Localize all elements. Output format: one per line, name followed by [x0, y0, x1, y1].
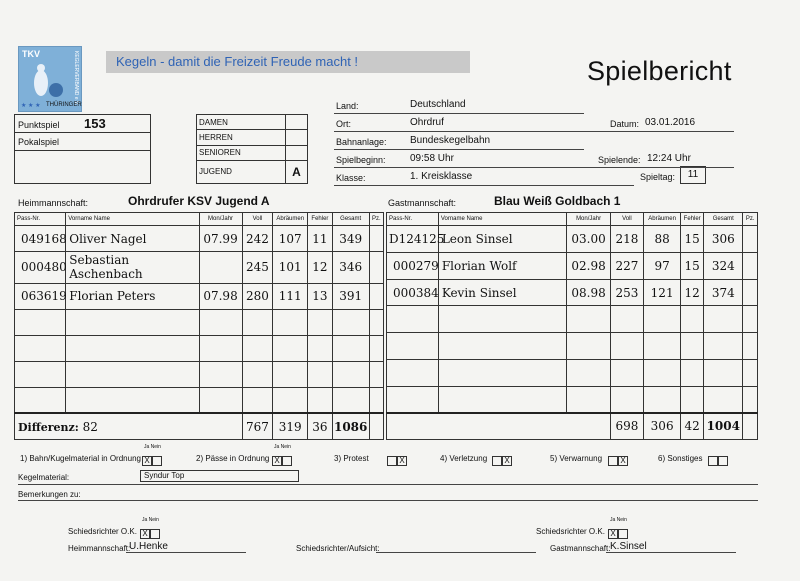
cell-name: Florian Wolf — [438, 253, 567, 280]
cell-gesamt: 349 — [332, 226, 369, 252]
heim-label: Heimmannschaft: — [18, 198, 89, 208]
logo-stars: ★ ★ ★ — [21, 103, 41, 109]
table-row — [15, 283, 384, 309]
check-verwarnung-mark: X — [618, 456, 628, 466]
col-gesamt: Gesamt — [704, 213, 743, 226]
home-total-abr: 319 — [273, 413, 308, 439]
check-protest-label: 3) Protest — [334, 454, 369, 463]
land-value: Deutschland — [410, 99, 466, 110]
class-senioren: SENIOREN — [197, 145, 286, 160]
gast-sign-label: Gastmannschaft: — [550, 544, 611, 553]
kegelmaterial-field[interactable]: Syndur Top — [140, 470, 299, 482]
spielbeginn-value: 09:58 Uhr — [410, 153, 454, 164]
cell-name: Florian Peters — [66, 283, 199, 309]
check-verletzung-label: 4) Verletzung — [440, 454, 488, 463]
ort-value: Ohrdruf — [410, 117, 444, 128]
datum-label: Datum: — [610, 119, 640, 129]
schiri-ok-right-label: Schiedsrichter O.K. — [536, 527, 605, 536]
check-bahn-mark: X — [142, 456, 152, 466]
check-bahn-janein: Ja Nein — [144, 444, 161, 450]
home-total-fehler: 36 — [308, 413, 333, 439]
col-date: Mon/Jahr — [199, 213, 242, 226]
cell-pass: 000384 — [387, 279, 439, 306]
guest-total-row — [387, 413, 758, 440]
gast-team: Blau Weiß Goldbach 1 — [494, 194, 621, 208]
guest-total-voll: 698 — [610, 413, 643, 440]
schiri-aufsicht-label: Schiedsrichter/Aufsicht: — [296, 544, 380, 553]
check-paesse-mark: X — [272, 456, 282, 466]
check-paesse-janein: Ja Nein — [274, 444, 291, 450]
cell-gesamt: 324 — [704, 253, 743, 280]
cell-gesamt: 374 — [704, 279, 743, 306]
logo-org: TKV — [22, 49, 40, 59]
check-bahn[interactable] — [142, 452, 162, 470]
ort-label: Ort: — [336, 119, 351, 129]
cell-gesamt: 346 — [332, 252, 369, 283]
home-table — [14, 212, 384, 440]
check-sonstiges[interactable] — [708, 452, 728, 470]
class-herren: HERREN — [197, 130, 286, 145]
guest-table — [386, 212, 758, 440]
cell-date: 02.98 — [567, 253, 611, 280]
spieltag-label: Spieltag: — [640, 172, 676, 182]
cell-voll: 253 — [610, 279, 643, 306]
logo-region: THÜRINGER — [46, 102, 82, 108]
cell-gesamt: 391 — [332, 283, 369, 309]
land-label: Land: — [336, 101, 359, 111]
cell-voll: 242 — [242, 226, 273, 252]
col-abr: Abräumen — [273, 213, 308, 226]
cell-name: Sebastian Aschenbach — [66, 252, 199, 283]
cell-abr: 88 — [643, 226, 680, 253]
cell-pass: D124125 — [387, 226, 439, 253]
col-gesamt: Gesamt — [332, 213, 369, 226]
check-sonstiges-label: 6) Sonstiges — [658, 454, 703, 463]
class-box — [196, 114, 308, 184]
table-row — [15, 226, 384, 252]
check-verwarnung[interactable] — [608, 452, 628, 470]
check-bahn-label: 1) Bahn/Kugelmaterial in Ordnung — [20, 454, 141, 463]
col-fehler: Fehler — [681, 213, 704, 226]
cell-name: Oliver Nagel — [66, 226, 199, 252]
punktspiel-label: Punktspiel — [18, 120, 60, 130]
cell-pass: 063619 — [15, 283, 66, 309]
heim-signature: U.Henke — [129, 541, 168, 552]
cell-voll: 227 — [610, 253, 643, 280]
heim-team: Ohrdrufer KSV Jugend A — [128, 194, 270, 208]
col-date: Mon/Jahr — [567, 213, 611, 226]
home-total-row — [15, 413, 384, 439]
class-jugend: JUGEND — [197, 160, 286, 183]
diff-value: 82 — [82, 419, 98, 434]
col-name: Vorname Name — [66, 213, 199, 226]
banner-slogan: Kegeln - damit die Freizeit Freude macht ! — [106, 51, 470, 73]
datum-value: 03.01.2016 — [645, 117, 696, 128]
cell-date — [199, 252, 242, 283]
cell-date: 07.99 — [199, 226, 242, 252]
check-verletzung[interactable] — [492, 452, 512, 470]
spielbeginn-label: Spielbeginn: — [336, 155, 386, 165]
cell-date: 08.98 — [567, 279, 611, 306]
schiri-ok-right-mark: X — [608, 529, 618, 539]
col-abr: Abräumen — [643, 213, 680, 226]
guest-header-row — [387, 213, 758, 226]
col-pass: Pass-Nr. — [387, 213, 439, 226]
col-fehler: Fehler — [308, 213, 333, 226]
heim-sign-label: Heimmannschaft: — [68, 544, 131, 553]
schiri-ok-left-mark: X — [140, 529, 150, 539]
check-verwarnung-label: 5) Verwarnung — [550, 454, 603, 463]
class-senioren-value — [286, 145, 308, 160]
cell-abr: 121 — [643, 279, 680, 306]
cell-pass: 000480 — [15, 252, 66, 283]
cell-fehler: 15 — [681, 226, 704, 253]
cell-fehler: 11 — [308, 226, 333, 252]
cell-name: Kevin Sinsel — [438, 279, 567, 306]
cell-pass: 000279 — [387, 253, 439, 280]
table-row — [387, 253, 758, 280]
diff-label: Differenz: — [18, 420, 79, 434]
class-herren-value — [286, 130, 308, 145]
cell-abr: 107 — [273, 226, 308, 252]
cell-date: 07.98 — [199, 283, 242, 309]
game-type-box — [14, 114, 151, 184]
logo-sub: KEGLERVERBAND e.V. — [73, 51, 79, 106]
cell-name: Leon Sinsel — [438, 226, 567, 253]
cell-pass: 049168 — [15, 226, 66, 252]
check-protest[interactable] — [387, 452, 407, 470]
schiri-ok-left-janein: Ja Nein — [142, 517, 159, 523]
table-row — [387, 226, 758, 253]
col-name: Vorname Name — [438, 213, 567, 226]
bahnanlage-value: Bundeskegelbahn — [410, 135, 491, 146]
gast-label: Gastmannschaft: — [388, 198, 457, 208]
class-damen: DAMEN — [197, 115, 286, 130]
klasse-value: 1. Kreisklasse — [410, 171, 473, 182]
cell-fehler: 15 — [681, 253, 704, 280]
cell-date: 03.00 — [567, 226, 611, 253]
punktspiel-value: 153 — [84, 116, 106, 131]
cell-voll: 280 — [242, 283, 273, 309]
home-total-voll: 767 — [242, 413, 273, 439]
col-pass: Pass-Nr. — [15, 213, 66, 226]
col-pz: Pz. — [743, 213, 758, 226]
home-total-gesamt: 1086 — [332, 413, 369, 439]
page-title: Spielbericht — [587, 56, 732, 86]
kegelmaterial-label: Kegelmaterial: — [18, 473, 70, 482]
check-sonstiges-mark — [708, 456, 718, 466]
cell-abr: 111 — [273, 283, 308, 309]
guest-total-gesamt: 1004 — [704, 413, 743, 440]
cell-gesamt: 306 — [704, 226, 743, 253]
table-row — [387, 279, 758, 306]
bemerkungen-label: Bemerkungen zu: — [18, 490, 81, 499]
schiri-ok-left-label: Schiedsrichter O.K. — [68, 527, 137, 536]
check-paesse[interactable] — [272, 452, 292, 470]
kegel-icon — [25, 59, 65, 99]
cell-voll: 218 — [610, 226, 643, 253]
guest-total-fehler: 42 — [681, 413, 704, 440]
spielende-label: Spielende: — [598, 155, 641, 165]
check-paesse-label: 2) Pässe in Ordnung — [196, 454, 270, 463]
cell-fehler: 12 — [308, 252, 333, 283]
bahnanlage-label: Bahnanlage: — [336, 137, 387, 147]
pokalspiel-label: Pokalspiel — [15, 133, 151, 151]
spieltag-value: 11 — [680, 166, 706, 184]
cell-voll: 245 — [242, 252, 273, 283]
gast-signature: K.Sinsel — [610, 541, 647, 552]
guest-total-abr: 306 — [643, 413, 680, 440]
spielende-value: 12:24 Uhr — [647, 153, 691, 164]
cell-fehler: 12 — [681, 279, 704, 306]
schiri-ok-right-janein: Ja Nein — [610, 517, 627, 523]
cell-fehler: 13 — [308, 283, 333, 309]
check-protest-mark: X — [397, 456, 407, 466]
home-header-row — [15, 213, 384, 226]
col-pz: Pz. — [369, 213, 383, 226]
class-jugend-value: A — [286, 160, 308, 183]
check-verletzung-mark: X — [502, 456, 512, 466]
table-row — [15, 252, 384, 283]
klasse-label: Klasse: — [336, 173, 366, 183]
class-damen-value — [286, 115, 308, 130]
cell-abr: 101 — [273, 252, 308, 283]
cell-abr: 97 — [643, 253, 680, 280]
col-voll: Voll — [610, 213, 643, 226]
col-voll: Voll — [242, 213, 273, 226]
